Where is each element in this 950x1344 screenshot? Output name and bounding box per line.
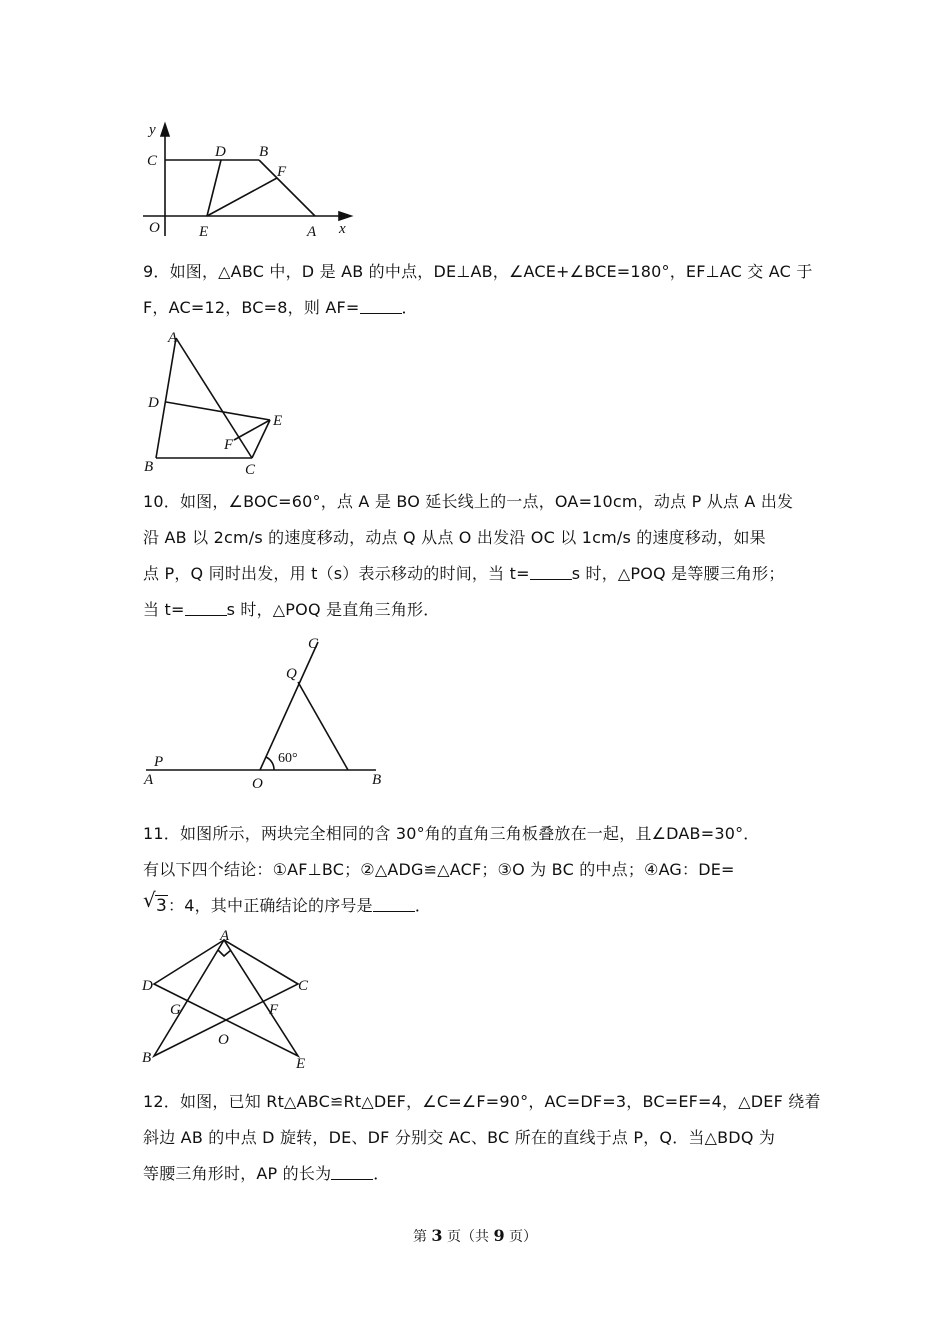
segment-QB xyxy=(298,682,348,770)
figure-8-coordinate-diagram xyxy=(135,118,365,242)
label-O: O xyxy=(218,1032,229,1048)
segment-EF xyxy=(207,178,277,216)
label-G: G xyxy=(170,1002,181,1018)
angle-arc xyxy=(266,757,274,770)
question-10-line-3: 点 P，Q 同时出发，用 t（s）表示移动的时间，当 t= s 时，△POQ 是等腰三角形； xyxy=(143,564,785,583)
answer-blank xyxy=(185,601,227,616)
label-C: C xyxy=(308,636,319,652)
label-D: D xyxy=(142,978,153,994)
label-C: C xyxy=(147,153,158,169)
answer-blank xyxy=(373,897,415,912)
page-number: 3 xyxy=(431,1226,443,1245)
label-C: C xyxy=(245,462,256,478)
figure-9-triangle xyxy=(140,328,300,476)
label-E: E xyxy=(273,413,283,429)
question-10-line-1: 10．如图，∠BOC=60°，点 A 是 BO 延长线上的一点，OA=10cm，动点 P 从点 A 出发 xyxy=(143,492,794,511)
label-A: A xyxy=(144,772,154,788)
label-B: B xyxy=(372,772,382,788)
figure-11-triangles xyxy=(138,928,328,1076)
question-9 xyxy=(143,254,813,326)
label-B: B xyxy=(259,144,269,160)
question-12-line-3: 等腰三角形时，AP 的长为 ． xyxy=(143,1164,390,1183)
label-E: E xyxy=(296,1056,306,1072)
question-9-line-1: 9．如图，△ABC 中，D 是 AB 的中点，DE⊥AB，∠ACE+∠BCE=180°，EF⊥AC 交 AC 于 xyxy=(143,262,813,281)
label-E: E xyxy=(199,224,209,240)
question-11 xyxy=(143,816,813,924)
question-11-line-3: √ 3：4，其中正确结论的序号是 ． xyxy=(143,888,813,924)
label-A: A xyxy=(307,224,317,240)
segment-BA xyxy=(259,160,315,216)
label-P: P xyxy=(154,754,164,770)
label-D: D xyxy=(215,144,226,160)
label-O: O xyxy=(149,220,160,236)
answer-blank xyxy=(530,565,572,580)
question-9-line-2: F，AC=12，BC=8，则 AF= ． xyxy=(143,298,418,317)
label-F: F xyxy=(224,437,234,453)
figure-10-angle xyxy=(140,632,390,792)
label-F: F xyxy=(277,164,287,180)
question-11-line-1: 11．如图所示，两块完全相同的含 30°角的直角三角板叠放在一起，且∠DAB=30°． xyxy=(143,824,760,843)
page-footer: 第 3 页（共 9 页） xyxy=(412,1226,538,1245)
label-C: C xyxy=(298,978,309,994)
right-angle-mark xyxy=(218,950,231,956)
sqrt-expression: √ 3 xyxy=(143,888,168,916)
label-O: O xyxy=(252,776,263,792)
question-10-line-4: 当 t= s 时，△POQ 是直角三角形． xyxy=(143,600,440,619)
label-B: B xyxy=(144,459,154,475)
label-F: F xyxy=(269,1002,279,1018)
x-axis-arrow xyxy=(339,212,351,220)
question-10 xyxy=(143,484,813,628)
question-11-line-2: 有以下四个结论：①AF⊥BC；②△ADG≌△ACF；③O 为 BC 的中点；④AG：DE= xyxy=(143,860,735,879)
answer-blank xyxy=(360,299,402,314)
label-B: B xyxy=(142,1050,152,1066)
label-angle: 60° xyxy=(278,751,298,766)
answer-blank xyxy=(331,1165,373,1180)
segment-DE xyxy=(207,160,221,216)
y-axis-arrow xyxy=(161,124,169,136)
question-12 xyxy=(143,1084,821,1192)
question-10-line-2: 沿 AB 以 2cm/s 的速度移动，动点 Q 从点 O 出发沿 OC 以 1cm/s 的速度移动，如果 xyxy=(143,528,766,547)
label-x: x xyxy=(339,221,346,237)
label-y: y xyxy=(149,122,156,138)
segment-AC xyxy=(176,338,252,458)
label-Q: Q xyxy=(286,666,297,682)
label-D: D xyxy=(148,395,159,411)
label-A: A xyxy=(220,928,230,944)
total-pages: 9 xyxy=(493,1226,505,1245)
segment-AB xyxy=(156,338,176,458)
label-A: A xyxy=(168,330,178,346)
question-12-line-2: 斜边 AB 的中点 D 旋转，DE、DF 分别交 AC、BC 所在的直线于点 P，Q．当△BDQ 为 xyxy=(143,1128,776,1147)
question-12-line-1: 12．如图，已知 Rt△ABC≌Rt△DEF，∠C=∠F=90°，AC=DF=3，BC=EF=4，△DEF 绕着 xyxy=(143,1092,821,1111)
